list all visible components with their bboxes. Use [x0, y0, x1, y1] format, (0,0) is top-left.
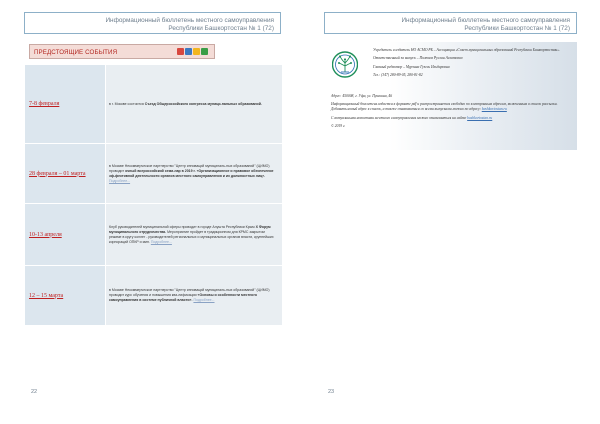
imprint-email-link[interactable]: bashkortostan.ru: [481, 107, 507, 112]
event-date-link[interactable]: 12 – 15 марта: [25, 266, 105, 325]
section-title-upcoming-events: [29, 44, 215, 59]
bulletin-header-line2: Республики Башкортостан № 1 (72): [168, 25, 274, 32]
more-link[interactable]: Подробнее...: [193, 298, 215, 302]
page-number: 23: [328, 389, 335, 395]
event-date-link[interactable]: 7-8 февраля: [25, 65, 105, 143]
imprint-site-link[interactable]: bashkortostan.ru: [467, 115, 493, 120]
color-squares-icon: [177, 48, 208, 55]
page-number: 22: [31, 389, 38, 395]
imprint-body-text: [331, 94, 571, 132]
section-title-text: ПРЕДСТОЯЩИЕ СОБЫТИЯ: [34, 49, 118, 56]
event-row: [25, 204, 282, 266]
imprint-founder: Учредитель и издатель НО АСМО РБ – Ассоциация «Совет муниципальных образований Республики Башкортостан».: [373, 48, 561, 52]
imprint-header-text: [373, 48, 573, 81]
imprint-phone: Тел.: (347) 280-89-05, 280-81-82: [373, 72, 423, 77]
event-date-link[interactable]: 10-13 апреля: [25, 204, 105, 265]
imprint-ministry-note: С актуальными новостями местного самоуправления можно ознакомиться на сайте bashkortostan.ru: [331, 115, 493, 120]
imprint-chief-editor: Главный редактор – Мурзина Гузель Ильдаровна: [373, 64, 450, 69]
bulletin-header-line2: Республики Башкортостан № 1 (72): [464, 25, 570, 32]
event-row: [25, 144, 282, 204]
imprint-address: Адрес: 450008, г. Уфа, ул. Пушкина, 46: [331, 94, 393, 98]
event-row: [25, 266, 282, 326]
right-page: [300, 0, 600, 424]
association-emblem-icon: [332, 51, 358, 78]
more-link[interactable]: Подробнее...: [109, 178, 131, 183]
imprint-copyright: © 2019 г.: [331, 123, 346, 128]
imprint-editor: Ответственный за выпуск – Полюхов Руслан Асхатович: [373, 56, 463, 61]
more-link[interactable]: Подробнее...: [150, 239, 172, 244]
bulletin-header-line1: Информационный бюллетень местного самоуправления: [401, 17, 570, 24]
bulletin-header-line1: Информационный бюллетень местного самоуправления: [105, 17, 274, 24]
event-description: Клуб руководителей муниципальной сферы проводит в городе Алушта Республики Крым X Форум муниципального отрудничества. Мероприятие пройдет в традиционном для КРМС закрытом режиме в кругу коллег - руководителей региональных и муниципальных органов власти, крупнейших корпораций ОПКР и мин. Подробнее...: [105, 204, 282, 265]
events-table: [25, 65, 282, 326]
event-description: в Москве Некоммерческое партнерство "Центр инноваций муниципаль-ных образований" (ЦИМО) проводит очный всероссийский семи-нар в 2019 г. «Организационное и правовое обеспечение эф-фективной деятельности органов местного самоуправления и их должностных лиц». Подробнее...: [105, 144, 282, 203]
imprint-distribution: Информационный бюллетень издается в формате pdf и распространяется свободно по электронным адресам, включенным в список рассылки. Добавить новый адрес в список, а также ознакомиться со всеми выпусками можно по адресу: bashkortostan.ru: [331, 102, 558, 112]
imprint-block: [326, 42, 577, 150]
bulletin-header: [324, 12, 577, 34]
event-description: в г. Москве состоится Съезд Общероссийского конгресса муници-пальных образований.: [105, 65, 282, 143]
event-date-link[interactable]: 28 февраля – 01 марта: [25, 144, 105, 203]
event-description: в Москве Некоммерческое партнерство "Центр инноваций муниципаль-ных образований" (ЦИМО) проводит курс обучения и повышения ква-лификации «Основы и особенности местного самоуправления в системе публичной власти». Подробнее...: [105, 266, 282, 325]
bulletin-header: [24, 12, 281, 34]
event-row: [25, 65, 282, 144]
